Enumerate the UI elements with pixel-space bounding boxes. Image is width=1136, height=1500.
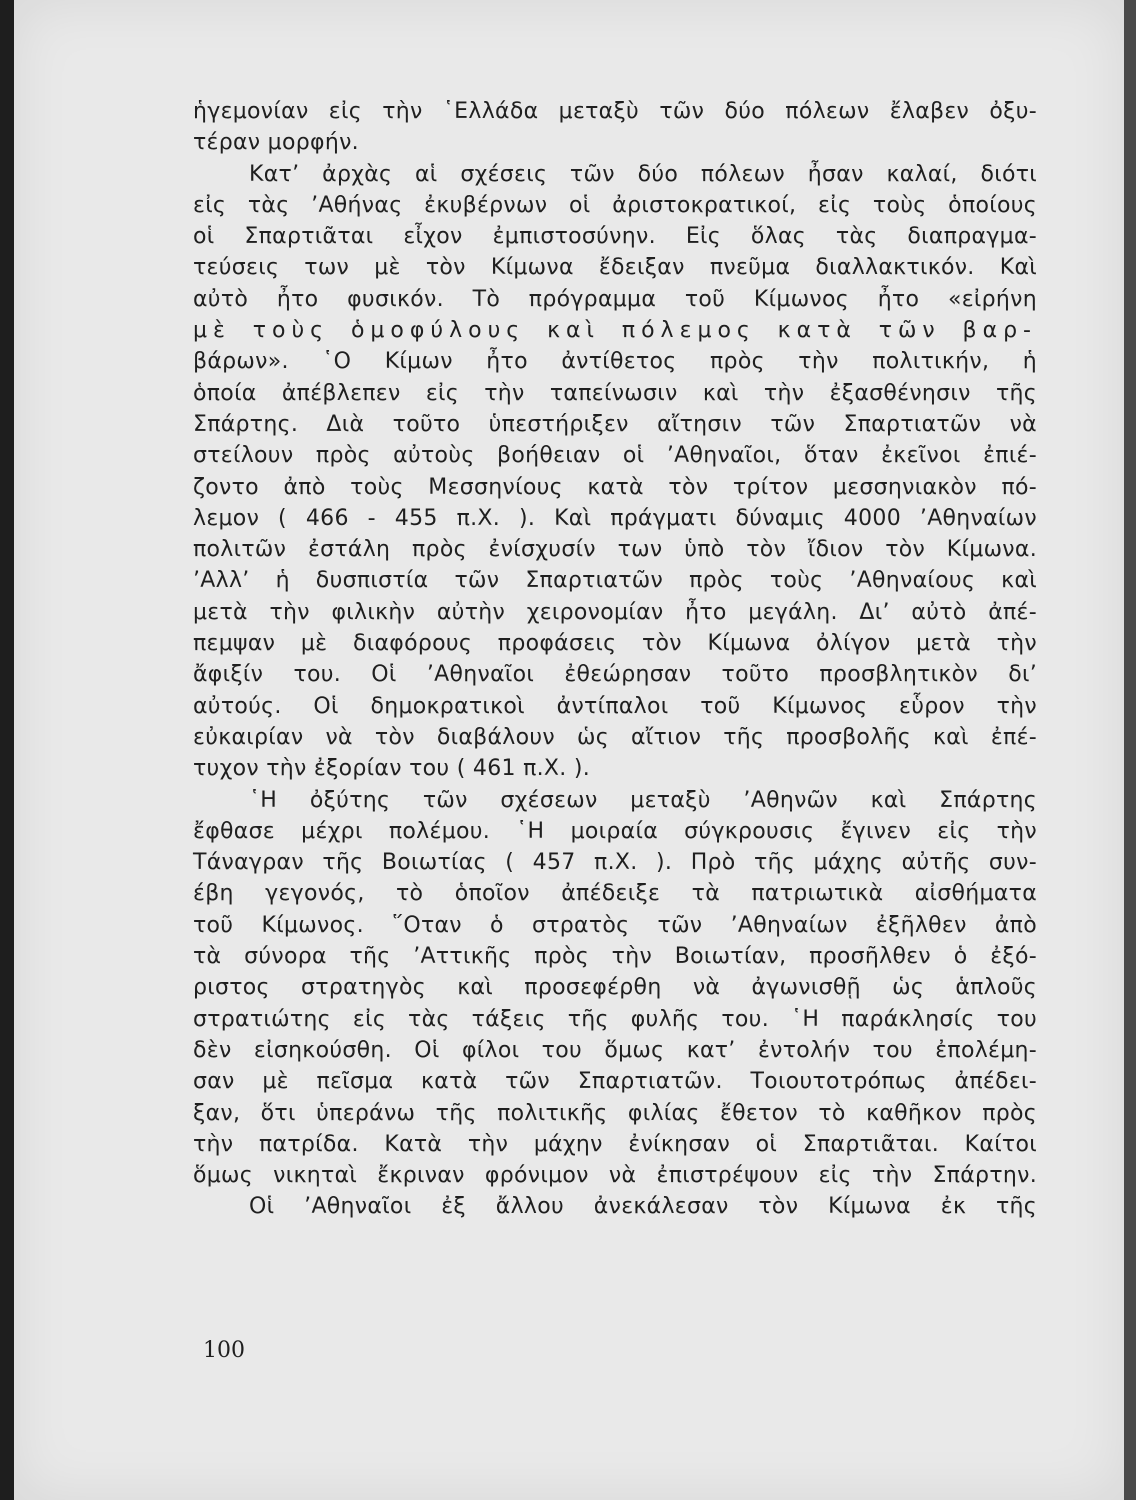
text-line: ἡγεμονίαν εἰς τὴν ῾Ελλάδα μεταξὺ τῶν δύο πόλεων ἔλαβεν ὀξυ-: [193, 99, 1037, 124]
scan-edge-left: [0, 0, 14, 1500]
body-text: [193, 96, 1037, 1223]
text-line: ὅμως νικηταὶ ἔκριναν φρόνιμον νὰ ἐπιστρέψουν εἰς τὴν Σπάρτην.: [193, 1163, 1037, 1189]
text-line: ἔφθασε μέχρι πολέμου. ῾Η μοιραία σύγκρουσις ἔγινεν εἰς τὴν: [193, 818, 1037, 844]
text-line: ξαν, ὅτι ὑπεράνω τῆς πολιτικῆς φιλίας ἔθετον τὸ καθῆκον πρὸς: [193, 1100, 1037, 1126]
text-line: λεμον ( 466 - 455 π.Χ. ). Καὶ πράγματι δύναμις 4000 ’Αθηναίων: [193, 505, 1037, 531]
text-line: μετὰ τὴν φιλικὴν αὐτὴν χειρονομίαν ἦτο μεγάλη. Δι’ αὐτὸ ἀπέ-: [193, 599, 1037, 625]
text-line: αὐτὸ ἦτο φυσικόν. Τὸ πρόγραμμα τοῦ Κίμωνος ἦτο «εἰρήνη: [193, 286, 1037, 312]
text-line: πολιτῶν ἐστάλη πρὸς ἐνίσχυσίν των ὑπὸ τὸν ἴδιον τὸν Κίμωνα.: [193, 537, 1037, 563]
text-line: αὐτούς. Οἱ δημοκρατικοὶ ἀντίπαλοι τοῦ Κίμωνος εὗρον τὴν: [193, 693, 1037, 719]
text-line: ῾Η ὀξύτης τῶν σχέσεων μεταξὺ ’Αθηνῶν καὶ Σπάρτης: [249, 787, 1037, 813]
book-page: [14, 0, 1124, 1500]
text-line: σαν μὲ πεῖσμα κατὰ τῶν Σπαρτιατῶν. Τοιουτοτρόπως ἀπέδει-: [193, 1069, 1037, 1095]
text-line: στρατιώτης εἰς τὰς τάξεις τῆς φυλῆς του. ῾Η παράκλησίς του: [193, 1006, 1037, 1032]
text-line: Τάναγραν τῆς Βοιωτίας ( 457 π.Χ. ). Πρὸ τῆς μάχης αὐτῆς συν-: [193, 850, 1037, 876]
text-line: ’Αλλ’ ἡ δυσπιστία τῶν Σπαρτιατῶν πρὸς τοὺς ’Αθηναίους καὶ: [193, 568, 1037, 594]
text-line: έβη γεγονός, τὸ ὁποῖον ἀπέδειξε τὰ πατριωτικὰ αἰσθήματα: [193, 881, 1037, 907]
text-line: τοῦ Κίμωνος. ῞Οταν ὁ στρατὸς τῶν ’Αθηναίων ἐξῆλθεν ἀπὸ: [193, 912, 1037, 938]
text-line: τέραν μορφήν.: [193, 130, 359, 156]
page-number: 100: [203, 1338, 245, 1363]
text-line: Οἱ ’Αθηναῖοι ἐξ ἄλλου ἀνεκάλεσαν τὸν Κίμωνα ἐκ τῆς: [249, 1194, 1037, 1220]
text-line: μὲ τοὺς ὁμοφύλους καὶ πόλεμος κατὰ τῶν βαρ-: [193, 318, 1037, 344]
text-line: Κατ’ ἀρχὰς αἱ σχέσεις τῶν δύο πόλεων ἦσαν καλαί, διότι: [249, 161, 1037, 187]
scan-edge-right: [1124, 0, 1136, 1500]
text-line: ἄφιξίν του. Οἱ ’Αθηναῖοι ἐθεώρησαν τοῦτο προσβλητικὸν δι’: [193, 662, 1037, 688]
text-line: βάρων». ῾Ο Κίμων ἦτο ἀντίθετος πρὸς τὴν πολιτικήν, ἡ: [193, 349, 1037, 375]
text-line: τεύσεις των μὲ τὸν Κίμωνα ἔδειξαν πνεῦμα διαλλακτικόν. Καὶ: [193, 255, 1037, 281]
text-line: στείλουν πρὸς αὐτοὺς βοήθειαν οἱ ’Αθηναῖοι, ὅταν ἐκεῖνοι ἐπιέ-: [193, 443, 1037, 469]
text-line: τυχον τὴν ἐξορίαν του ( 461 π.Χ. ).: [193, 756, 591, 782]
text-line: πεμψαν μὲ διαφόρους προφάσεις τὸν Κίμωνα ὀλίγον μετὰ τὴν: [193, 631, 1037, 657]
text-line: εἰς τὰς ’Αθήνας ἐκυβέρνων οἱ ἀριστοκρατικοί, εἰς τοὺς ὁποίους: [193, 192, 1037, 218]
text-line: οἱ Σπαρτιᾶται εἶχον ἐμπιστοσύνην. Εἰς ὅλας τὰς διαπραγμα-: [193, 224, 1037, 250]
text-line: τὴν πατρίδα. Κατὰ τὴν μάχην ἐνίκησαν οἱ Σπαρτιᾶται. Καίτοι: [193, 1131, 1037, 1157]
text-line: ριστος στρατηγὸς καὶ προσεφέρθη νὰ ἀγωνισθῇ ὡς ἁπλοῦς: [193, 975, 1037, 1001]
text-line: τὰ σύνορα τῆς ’Αττικῆς πρὸς τὴν Βοιωτίαν, προσῆλθεν ὁ ἐξό-: [193, 944, 1037, 970]
text-line: ζοντο ἀπὸ τοὺς Μεσσηνίους κατὰ τὸν τρίτον μεσσηνιακὸν πό-: [193, 474, 1037, 500]
text-line: ὁποία ἀπέβλεπεν εἰς τὴν ταπείνωσιν καὶ τὴν ἐξασθένησιν τῆς: [193, 380, 1037, 406]
text-line: δὲν εἰσηκούσθη. Οἱ φίλοι του ὅμως κατ’ ἐντολήν του ἐπολέμη-: [193, 1037, 1037, 1063]
text-line: Σπάρτης. Διὰ τοῦτο ὑπεστήριξεν αἴτησιν τῶν Σπαρτιατῶν νὰ: [193, 411, 1037, 437]
text-line: εὐκαιρίαν νὰ τὸν διαβάλουν ὡς αἴτιον τῆς προσβολῆς καὶ ἐπέ-: [193, 724, 1037, 750]
